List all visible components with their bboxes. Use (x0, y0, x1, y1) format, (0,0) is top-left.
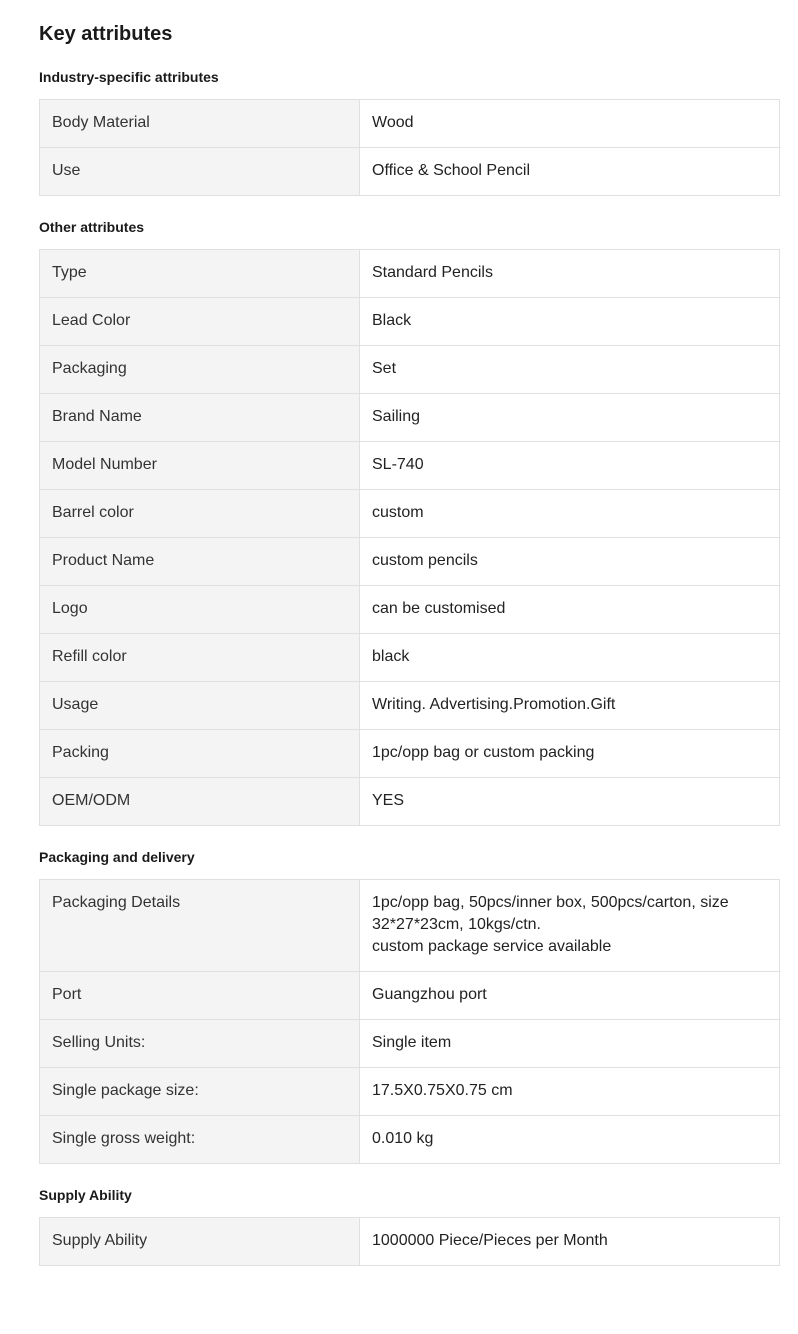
attribute-key: Product Name (40, 538, 360, 586)
attribute-value: 1pc/opp bag or custom packing (360, 730, 780, 778)
attribute-key: Barrel color (40, 490, 360, 538)
attribute-key: Use (40, 148, 360, 196)
attribute-value: Black (360, 298, 780, 346)
table-row (40, 346, 780, 394)
attribute-value: 17.5X0.75X0.75 cm (360, 1068, 780, 1116)
attribute-key: Refill color (40, 634, 360, 682)
attribute-value: Office & School Pencil (360, 148, 780, 196)
table-row (40, 1116, 780, 1164)
attribute-value: Wood (360, 100, 780, 148)
attribute-value: Set (360, 346, 780, 394)
attribute-key: Usage (40, 682, 360, 730)
attributes-table (39, 1217, 780, 1266)
attribute-key: Single package size: (40, 1068, 360, 1116)
table-row (40, 490, 780, 538)
table-row (40, 1068, 780, 1116)
table-row (40, 880, 780, 972)
attribute-key: Packaging (40, 346, 360, 394)
table-row (40, 778, 780, 826)
attribute-value: SL-740 (360, 442, 780, 490)
table-row (40, 538, 780, 586)
attribute-key: Single gross weight: (40, 1116, 360, 1164)
page-title: Key attributes (39, 23, 173, 45)
table-row (40, 250, 780, 298)
section-title: Supply Ability (39, 1187, 132, 1203)
table-row (40, 100, 780, 148)
table-row (40, 442, 780, 490)
attribute-value: Single item (360, 1020, 780, 1068)
attribute-key: Supply Ability (40, 1218, 360, 1266)
attribute-key: Port (40, 972, 360, 1020)
attribute-key: Brand Name (40, 394, 360, 442)
attribute-key: Lead Color (40, 298, 360, 346)
attribute-key: Packaging Details (40, 880, 360, 972)
attribute-value: YES (360, 778, 780, 826)
section-supply-ability (39, 1186, 780, 1266)
attribute-key: Body Material (40, 100, 360, 148)
value-line: 32*27*23cm, 10kgs/ctn. (372, 916, 541, 933)
attribute-key: OEM/ODM (40, 778, 360, 826)
section-packaging-and-delivery (39, 848, 780, 1164)
table-row (40, 972, 780, 1020)
attribute-value (360, 880, 780, 972)
attribute-value: black (360, 634, 780, 682)
attribute-value: 0.010 kg (360, 1116, 780, 1164)
attribute-value: can be customised (360, 586, 780, 634)
section-industry-specific (39, 68, 780, 196)
attribute-value: custom pencils (360, 538, 780, 586)
attribute-key: Model Number (40, 442, 360, 490)
attribute-value: custom (360, 490, 780, 538)
value-line: 1pc/opp bag, 50pcs/inner box, 500pcs/carton, size (372, 894, 729, 911)
table-row (40, 148, 780, 196)
attribute-key: Selling Units: (40, 1020, 360, 1068)
table-row (40, 394, 780, 442)
attribute-value: Guangzhou port (360, 972, 780, 1020)
value-line: custom package service available (372, 938, 612, 955)
table-row (40, 634, 780, 682)
attribute-key: Type (40, 250, 360, 298)
attributes-table (39, 879, 780, 1164)
section-title: Packaging and delivery (39, 849, 195, 865)
table-row (40, 1020, 780, 1068)
table-row (40, 682, 780, 730)
table-row (40, 1218, 780, 1266)
table-row (40, 586, 780, 634)
table-row (40, 730, 780, 778)
section-other-attributes (39, 218, 780, 826)
table-row (40, 298, 780, 346)
attribute-value: Writing. Advertising.Promotion.Gift (360, 682, 780, 730)
section-title: Industry-specific attributes (39, 69, 219, 85)
attribute-key: Logo (40, 586, 360, 634)
attribute-value: Sailing (360, 394, 780, 442)
attribute-value: Standard Pencils (360, 250, 780, 298)
section-title: Other attributes (39, 219, 145, 235)
attributes-table (39, 249, 780, 826)
attribute-key: Packing (40, 730, 360, 778)
attribute-value: 1000000 Piece/Pieces per Month (360, 1218, 780, 1266)
attributes-table (39, 99, 780, 196)
